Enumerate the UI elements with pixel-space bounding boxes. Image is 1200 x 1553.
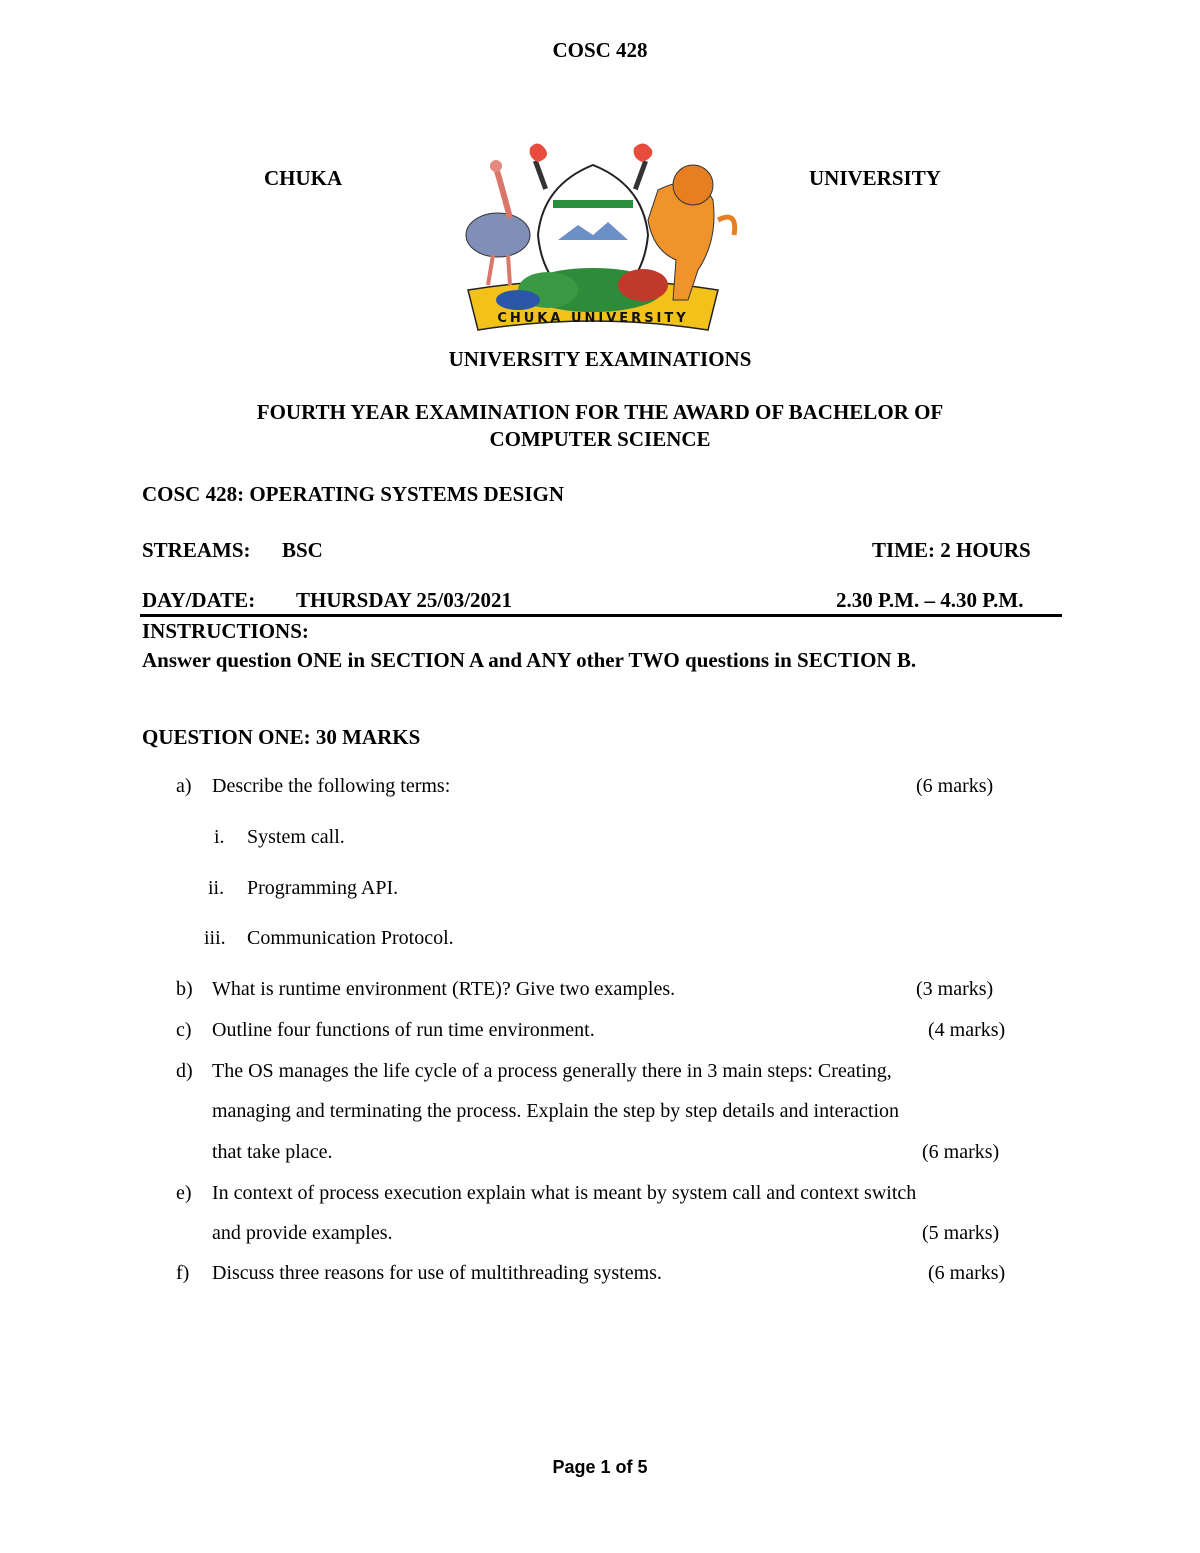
item-a-text: Describe the following terms: — [212, 775, 451, 797]
item-f-marks: (6 marks) — [928, 1262, 1006, 1284]
item-d-line3: that take place. — [212, 1141, 333, 1163]
item-b-label: b) — [176, 978, 193, 1000]
banner-right-word: UNIVERSITY — [809, 166, 941, 190]
header-divider — [140, 614, 1062, 617]
item-e-label: e) — [176, 1182, 192, 1204]
sub-item-text: Programming API. — [247, 877, 399, 899]
item-d-label: d) — [176, 1060, 193, 1082]
date-label: DAY/DATE: — [142, 588, 256, 612]
item-e-marks: (5 marks) — [922, 1222, 1000, 1244]
sub-item-text: Communication Protocol. — [247, 927, 454, 949]
sub-item-label: i. — [214, 826, 225, 848]
award-title-line2: COMPUTER SCIENCE — [489, 427, 711, 451]
streams-label: STREAMS: — [142, 538, 251, 562]
item-f-text: Discuss three reasons for use of multithreading systems. — [212, 1262, 662, 1284]
svg-text:CHUKA UNIVERSITY: CHUKA UNIVERSITY — [497, 311, 689, 326]
item-d-marks: (6 marks) — [922, 1141, 1000, 1163]
item-c-marks: (4 marks) — [928, 1019, 1006, 1041]
sub-item-text: System call. — [247, 826, 345, 848]
university-crest-logo — [438, 140, 748, 340]
item-c-label: c) — [176, 1019, 192, 1041]
page-number: Page 1 of 5 — [552, 1457, 648, 1477]
exam-title: UNIVERSITY EXAMINATIONS — [448, 347, 752, 371]
item-a-label: a) — [176, 775, 192, 797]
item-c-text: Outline four functions of run time environment. — [212, 1019, 595, 1041]
question-one-heading: QUESTION ONE: 30 MARKS — [142, 725, 421, 749]
exam-time-range: 2.30 P.M. – 4.30 P.M. — [836, 588, 1024, 612]
item-d-line1: The OS manages the life cycle of a process generally there in 3 main steps: Creating, — [212, 1060, 892, 1082]
item-a-marks: (6 marks) — [916, 775, 994, 797]
item-e-line1: In context of process execution explain what is meant by system call and context switch — [212, 1182, 917, 1204]
streams-value: BSC — [282, 538, 323, 562]
instructions-text: Answer question ONE in SECTION A and ANY other TWO questions in SECTION B. — [142, 648, 917, 672]
course-code-header: COSC 428 — [552, 38, 648, 62]
date-value: THURSDAY 25/03/2021 — [296, 588, 513, 612]
item-b-marks: (3 marks) — [916, 978, 994, 1000]
sub-item-label: ii. — [208, 877, 225, 899]
sub-item-label: iii. — [204, 927, 226, 949]
item-e-line2: and provide examples. — [212, 1222, 393, 1244]
banner-left-word: CHUKA — [264, 166, 343, 190]
instructions-heading: INSTRUCTIONS: — [142, 619, 309, 643]
item-d-line2: managing and terminating the process. Explain the step by step details and interaction — [212, 1100, 900, 1122]
award-title-line1: FOURTH YEAR EXAMINATION FOR THE AWARD OF BACHELOR OF — [256, 400, 944, 424]
course-title: COSC 428: OPERATING SYSTEMS DESIGN — [142, 482, 565, 506]
exam-duration: TIME: 2 HOURS — [872, 538, 1031, 562]
item-b-text: What is runtime environment (RTE)? Give two examples. — [212, 978, 676, 1000]
item-f-label: f) — [176, 1262, 190, 1284]
